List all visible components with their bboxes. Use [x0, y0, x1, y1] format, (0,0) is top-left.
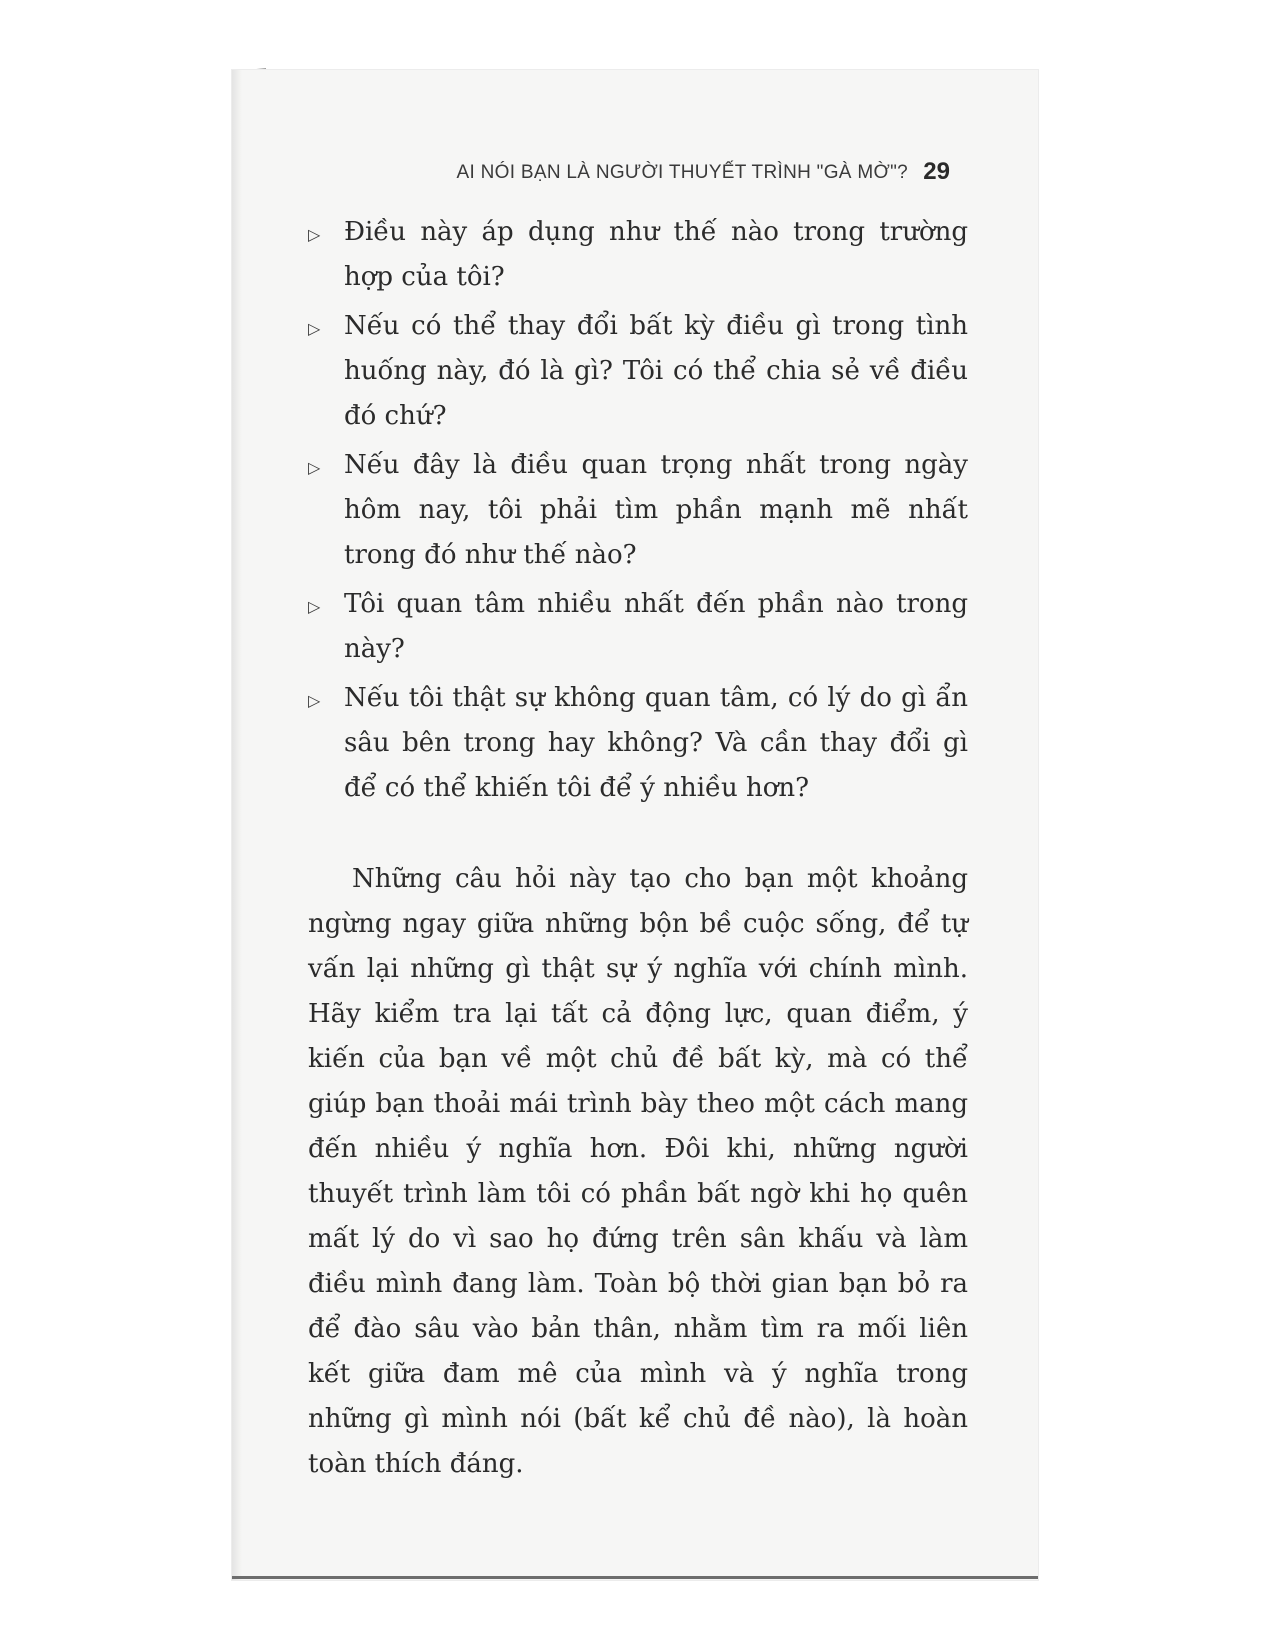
question-list — [308, 210, 968, 811]
list-item — [308, 304, 968, 439]
list-item — [308, 210, 968, 300]
list-item — [308, 443, 968, 578]
list-item-text: Điều này áp dụng như thế nào trong trường hợp của tôi? — [344, 217, 968, 292]
running-title: AI NÓI BẠN LÀ NGƯỜI THUYẾT TRÌNH "GÀ MỜ"? — [456, 162, 908, 183]
running-header — [232, 158, 1038, 198]
triangle-right-icon: ▷ — [308, 225, 321, 244]
list-item-text: Tôi quan tâm nhiều nhất đến phần nào trong này? — [344, 589, 968, 664]
list-item-text: Nếu đây là điều quan trọng nhất trong ngày hôm nay, tôi phải tìm phần mạnh mẽ nhất trong đó như thế nào? — [344, 450, 968, 570]
list-item — [308, 582, 968, 672]
page-content — [308, 210, 968, 1487]
triangle-right-icon: ▷ — [308, 319, 321, 338]
triangle-right-icon: ▷ — [308, 597, 321, 616]
page-number: 29 — [923, 158, 950, 185]
page-spine-shadow — [232, 70, 242, 1580]
list-item — [308, 676, 968, 811]
list-item-text: Nếu có thể thay đổi bất kỳ điều gì trong tình huống này, đó là gì? Tôi có thể chia sẻ về điều đó chứ? — [344, 311, 968, 431]
page-bottom-edge — [232, 1576, 1038, 1579]
list-item-text: Nếu tôi thật sự không quan tâm, có lý do gì ẩn sâu bên trong hay không? Và cần thay đổi gì để có thể khiến tôi để ý nhiều hơn? — [344, 683, 968, 803]
book-page — [232, 70, 1038, 1580]
body-paragraph: Những câu hỏi này tạo cho bạn một khoảng ngừng ngay giữa những bộn bề cuộc sống, để tự vấn lại những gì thật sự ý nghĩa với chính mình. Hãy kiểm tra lại tất cả động lực, quan điểm, ý kiến của bạn về một chủ đề bất kỳ, mà có thể giúp bạn thoải mái trình bày theo một cách mang đến nhiều ý nghĩa hơn. Đôi khi, những người thuyết trình làm tôi có phần bất ngờ khi họ quên mất lý do vì sao họ đứng trên sân khấu và làm điều mình đang làm. Toàn bộ thời gian bạn bỏ ra để đào sâu vào bản thân, nhằm tìm ra mối liên kết giữa đam mê của mình và ý nghĩa trong những gì mình nói (bất kể chủ đề nào), là hoàn toàn thích đáng. — [308, 864, 968, 1479]
triangle-right-icon: ▷ — [308, 458, 321, 477]
triangle-right-icon: ▷ — [308, 691, 321, 710]
